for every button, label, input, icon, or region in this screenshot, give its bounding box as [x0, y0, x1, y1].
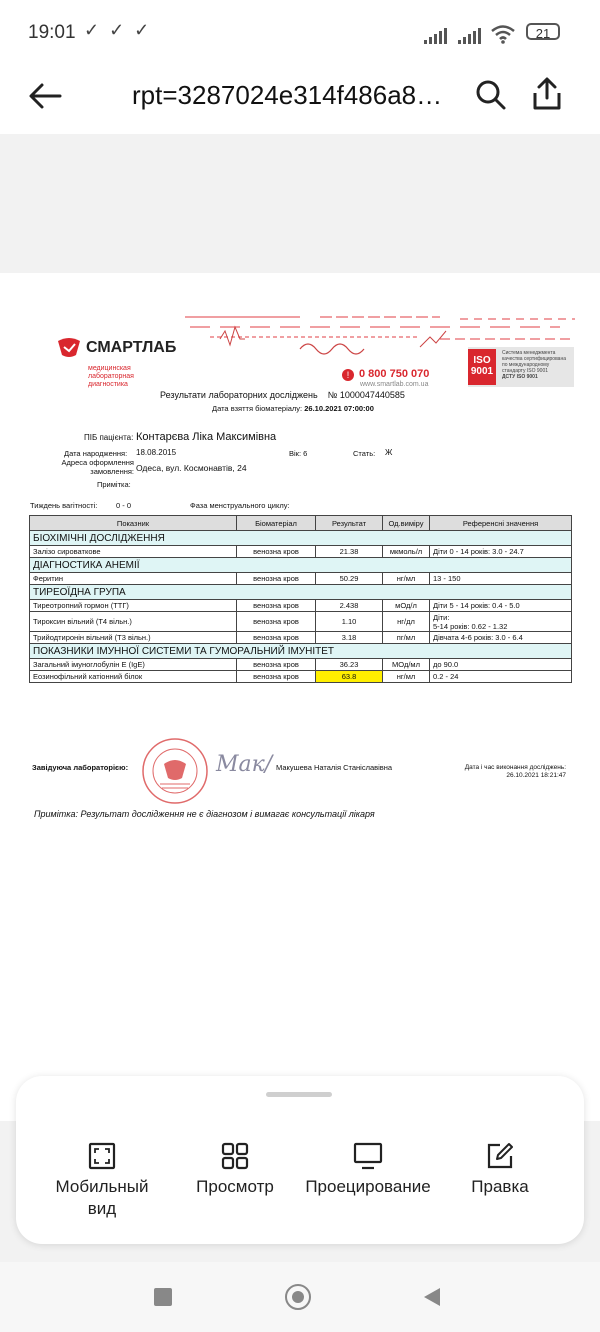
- site-link[interactable]: www.smartlab.com.ua: [360, 381, 429, 388]
- app-bar: [0, 64, 600, 134]
- edit-button[interactable]: [452, 1142, 548, 1198]
- cell: Феритин: [30, 573, 237, 585]
- section-title: ПОКАЗНИКИ ІМУННОЇ СИСТЕМИ ТА ГУМОРАЛЬНИЙ ІМУНІТЕТ: [30, 644, 572, 659]
- phone-icon: !: [342, 369, 354, 381]
- battery-icon: 21: [526, 23, 560, 40]
- cell: мОд/л: [383, 600, 430, 612]
- bottom-sheet: [16, 1076, 584, 1244]
- cell: 13 - 150: [430, 573, 572, 585]
- cell: Еозинофільний катіонний білок: [30, 671, 237, 683]
- cell: 0.2 - 24: [430, 671, 572, 683]
- sex-label: Стать:: [353, 449, 376, 458]
- grid-icon: [221, 1142, 249, 1170]
- cell: 1.10: [316, 612, 383, 632]
- section-row: [30, 531, 572, 546]
- status-bar: [0, 0, 600, 64]
- col-header: Біоматеріал: [237, 516, 316, 531]
- recents-icon[interactable]: [154, 1288, 172, 1306]
- head-name: Макушева Наталія Станіславівна: [276, 763, 393, 772]
- cell: Дівчата 4-6 років: 3.0 - 6.4: [430, 632, 572, 644]
- table-row: [30, 671, 572, 683]
- edit-icon: [486, 1142, 514, 1170]
- cell: нг/дл: [383, 612, 430, 632]
- cell: 3.18: [316, 632, 383, 644]
- page-title: rpt=3287024e314f486a8…: [132, 80, 443, 110]
- signal-icon: [424, 26, 449, 42]
- col-header: Показник: [30, 516, 237, 531]
- brand-name: СМАРТЛАБ: [86, 339, 177, 356]
- brand-subtitle: медицинская лабораторная диагностика: [88, 365, 134, 388]
- report-title: Результати лабораторних досліджень № 1000047440585: [160, 390, 405, 400]
- cell: 21.38: [316, 546, 383, 558]
- cell: МОд/мл: [383, 659, 430, 671]
- cell: Тироксин вільний (Т4 вільн.): [30, 612, 237, 632]
- cell: венозна кров: [237, 671, 316, 683]
- mobile-view-label: Мобильный вид: [55, 1177, 149, 1218]
- birth-label: Дата народження:: [64, 449, 128, 458]
- sheet-drag-handle[interactable]: [266, 1092, 332, 1097]
- note-label: Примітка:: [97, 480, 131, 489]
- cell: до 90.0: [430, 659, 572, 671]
- edit-label: Правка: [471, 1177, 529, 1196]
- cell: 36.23: [316, 659, 383, 671]
- cell: Трийодтиронін вільний (Т3 вільн.): [30, 632, 237, 644]
- table-row: [30, 612, 572, 632]
- sex-value: Ж: [385, 448, 393, 457]
- cell: 2.438: [316, 600, 383, 612]
- table-row: [30, 600, 572, 612]
- cell: нг/мл: [383, 671, 430, 683]
- share-icon[interactable]: [530, 76, 564, 112]
- iso-text: Система менеджмента качества сертифицирована по международному стандарту ISO 9001 ДСТУ ISO 9001: [502, 350, 566, 380]
- table-header-row: [30, 516, 572, 531]
- highlighted-result-cell: 63.8: [316, 671, 383, 683]
- table-row: [30, 573, 572, 585]
- fullscreen-icon: [88, 1142, 116, 1170]
- status-time: 19:01: [28, 22, 76, 43]
- mobile-view-button[interactable]: [42, 1142, 162, 1220]
- notification-check-icons: ✓✓✓: [84, 20, 160, 40]
- cell: венозна кров: [237, 659, 316, 671]
- monitor-icon: [353, 1142, 383, 1170]
- projection-button[interactable]: [298, 1142, 438, 1198]
- section-title: ТИРЕОЇДНА ГРУПА: [30, 585, 572, 600]
- projection-label: Проецирование: [305, 1177, 431, 1196]
- section-row: [30, 558, 572, 573]
- table-row: [30, 546, 572, 558]
- completed-block: Дата і час виконання досліджень: 26.10.2021 18:21:47: [464, 764, 566, 779]
- cell: Загальний імуноглобулін Е (IgE): [30, 659, 237, 671]
- smartlab-logo-icon: [56, 337, 82, 359]
- signature: Мак/: [216, 752, 273, 777]
- patient-name: Контарєва Ліка Максимівна: [136, 431, 277, 443]
- iso-certificate: [468, 347, 574, 387]
- cell: венозна кров: [237, 573, 316, 585]
- cell: венозна кров: [237, 612, 316, 632]
- view-label: Просмотр: [196, 1177, 274, 1196]
- address-value: Одеса, вул. Космонавтів, 24: [136, 463, 247, 473]
- cell: Залізо сироваткове: [30, 546, 237, 558]
- lab-stamp-icon: [140, 736, 210, 806]
- cell: Діти 5 - 14 років: 0.4 - 5.0: [430, 600, 572, 612]
- view-button[interactable]: [176, 1142, 294, 1198]
- cell: Діти 0 - 14 років: 3.0 - 24.7: [430, 546, 572, 558]
- age: Вік: 6: [289, 449, 308, 458]
- section-title: БІОХІМІЧНІ ДОСЛІДЖЕННЯ: [30, 531, 572, 546]
- system-nav-bar: [0, 1262, 600, 1332]
- cell: нг/мл: [383, 573, 430, 585]
- table-row: [30, 659, 572, 671]
- col-header: Результат: [316, 516, 383, 531]
- results-table: [29, 515, 572, 683]
- disclaimer: Примітка: Результат дослідження не є діагнозом і вимагає консультації лікаря: [34, 809, 375, 819]
- col-header: Од.виміру: [383, 516, 430, 531]
- table-row: [30, 632, 572, 644]
- back-arrow-icon[interactable]: [26, 76, 66, 116]
- phone-number[interactable]: 0 800 750 070: [359, 368, 430, 380]
- col-header: Референсні значення: [430, 516, 572, 531]
- cell: венозна кров: [237, 600, 316, 612]
- cell: Діти: 5-14 років: 0.62 - 1.32: [430, 612, 572, 632]
- cell: пг/мл: [383, 632, 430, 644]
- section-row: [30, 644, 572, 659]
- pregnancy-value: 0 - 0: [116, 501, 132, 510]
- birth-date: 18.08.2015: [136, 448, 177, 457]
- search-icon[interactable]: [474, 78, 508, 112]
- cell: венозна кров: [237, 632, 316, 644]
- lab-report-document[interactable]: [0, 273, 600, 1121]
- address-label: Адреса оформлення замовлення:: [61, 458, 134, 476]
- cell: мкмоль/л: [383, 546, 430, 558]
- section-row: [30, 585, 572, 600]
- signal-icon-2: [458, 26, 483, 42]
- patient-label: ПІБ пацієнта:: [84, 433, 134, 442]
- cell: Тиреотропний гормон (ТТГ): [30, 600, 237, 612]
- cycle-label: Фаза менструального циклу:: [190, 501, 290, 510]
- sample-date: Дата взяття біоматеріалу: 26.10.2021 07:00:00: [212, 404, 374, 413]
- section-title: ДІАГНОСТИКА АНЕМІЇ: [30, 558, 572, 573]
- cell: венозна кров: [237, 546, 316, 558]
- head-label: Завідуюча лабораторією:: [32, 763, 129, 772]
- iso-badge: ISO 9001: [468, 349, 496, 385]
- pregnancy-label: Тиждень вагітності:: [30, 501, 98, 510]
- back-icon[interactable]: [422, 1286, 442, 1308]
- wifi-icon: [490, 24, 516, 44]
- home-icon[interactable]: [285, 1284, 311, 1310]
- cell: 50.29: [316, 573, 383, 585]
